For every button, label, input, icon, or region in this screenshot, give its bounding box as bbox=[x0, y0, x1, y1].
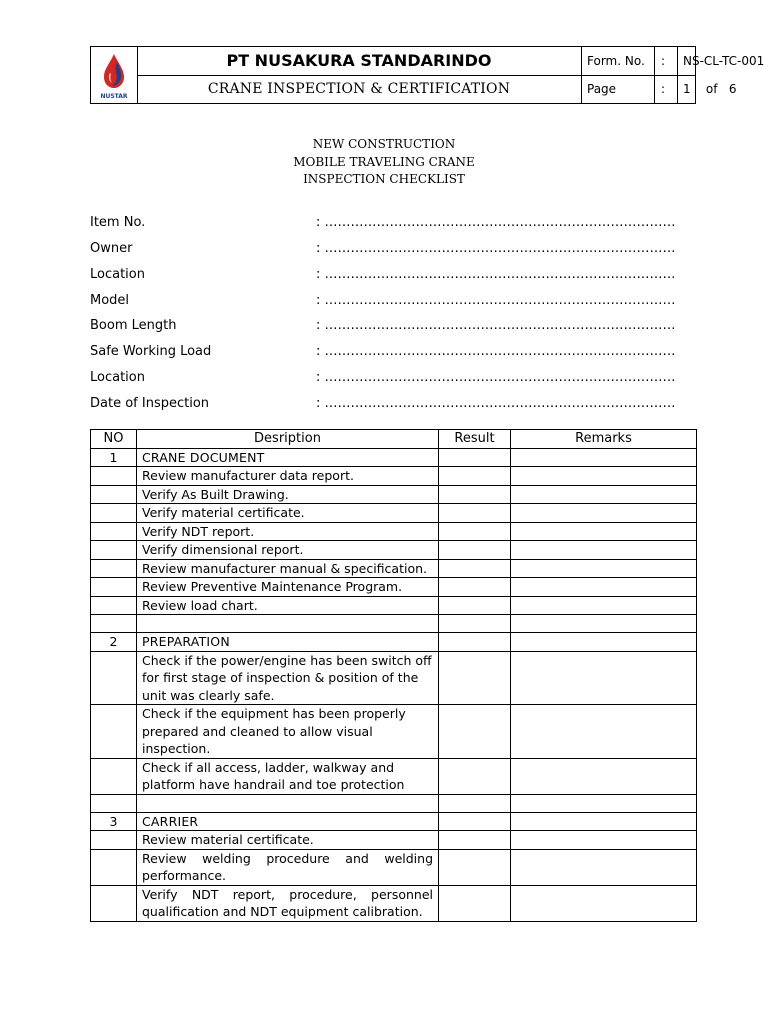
row-remarks-cell[interactable] bbox=[511, 849, 697, 885]
row-number bbox=[91, 522, 137, 541]
row-number bbox=[91, 794, 137, 812]
row-number: 3 bbox=[91, 812, 137, 831]
row-number bbox=[91, 541, 137, 560]
field-value-date-of-inspection[interactable]: : ……………………………………………………………………… bbox=[316, 396, 676, 411]
row-result-cell[interactable] bbox=[439, 504, 511, 523]
title-line-2: MOBILE TRAVELING CRANE bbox=[293, 155, 475, 169]
row-description: Review manufacturer manual & specification. bbox=[137, 559, 439, 578]
row-result-cell[interactable] bbox=[439, 758, 511, 794]
row-description: Verify NDT report, procedure, personnel qualification and NDT equipment calibration. bbox=[137, 885, 439, 921]
row-result-cell[interactable] bbox=[439, 633, 511, 652]
field-value-model[interactable]: : ……………………………………………………………………… bbox=[316, 293, 676, 308]
row-number bbox=[91, 651, 137, 705]
row-description: CARRIER bbox=[137, 812, 439, 831]
field-label-location: Location bbox=[90, 267, 145, 282]
row-result-cell[interactable] bbox=[439, 522, 511, 541]
row-remarks-cell[interactable] bbox=[511, 485, 697, 504]
row-remarks-cell[interactable] bbox=[511, 831, 697, 850]
header-description: Desription bbox=[137, 430, 439, 449]
logo-text: NUSTAR bbox=[100, 93, 128, 100]
row-number bbox=[91, 885, 137, 921]
row-description: CRANE DOCUMENT bbox=[137, 448, 439, 467]
table-body bbox=[91, 448, 697, 921]
row-result-cell[interactable] bbox=[439, 885, 511, 921]
nustar-logo bbox=[91, 47, 137, 103]
table-row bbox=[91, 794, 697, 812]
field-label-boom-length: Boom Length bbox=[90, 318, 177, 333]
row-number bbox=[91, 849, 137, 885]
field-label-item-no: Item No. bbox=[90, 215, 146, 230]
row-number bbox=[91, 596, 137, 615]
page-value: 1 of 6 bbox=[683, 82, 737, 96]
table-row bbox=[91, 596, 697, 615]
field-value-boom-length[interactable]: : ……………………………………………………………………… bbox=[316, 318, 676, 333]
row-remarks-cell[interactable] bbox=[511, 559, 697, 578]
field-value-location[interactable]: : ……………………………………………………………………… bbox=[316, 267, 676, 282]
row-remarks-cell[interactable] bbox=[511, 615, 697, 633]
row-remarks-cell[interactable] bbox=[511, 522, 697, 541]
row-number: 1 bbox=[91, 448, 137, 467]
row-description bbox=[137, 615, 439, 633]
row-number bbox=[91, 578, 137, 597]
row-number bbox=[91, 504, 137, 523]
row-result-cell[interactable] bbox=[439, 559, 511, 578]
form-number-value: NS-CL-TC-001 bbox=[683, 54, 765, 68]
section-row bbox=[91, 812, 697, 831]
field-label-date-of-inspection: Date of Inspection bbox=[90, 396, 210, 411]
row-result-cell[interactable] bbox=[439, 485, 511, 504]
table-row bbox=[91, 885, 697, 921]
row-description: PREPARATION bbox=[137, 633, 439, 652]
row-remarks-cell[interactable] bbox=[511, 541, 697, 560]
table-row bbox=[91, 831, 697, 850]
row-remarks-cell[interactable] bbox=[511, 651, 697, 705]
row-remarks-cell[interactable] bbox=[511, 885, 697, 921]
title-line-1: NEW CONSTRUCTION bbox=[312, 137, 456, 151]
field-value-item-no[interactable]: : ……………………………………………………………………… bbox=[316, 215, 676, 230]
form-number-label: Form. No. bbox=[587, 54, 645, 68]
row-result-cell[interactable] bbox=[439, 651, 511, 705]
inspection-checklist-table bbox=[90, 429, 697, 922]
row-description: Review manufacturer data report. bbox=[137, 467, 439, 486]
row-number bbox=[91, 758, 137, 794]
row-number bbox=[91, 615, 137, 633]
row-description: Verify dimensional report. bbox=[137, 541, 439, 560]
row-remarks-cell[interactable] bbox=[511, 596, 697, 615]
table-row bbox=[91, 467, 697, 486]
row-description: Review Preventive Maintenance Program. bbox=[137, 578, 439, 597]
row-result-cell[interactable] bbox=[439, 467, 511, 486]
row-result-cell[interactable] bbox=[439, 831, 511, 850]
row-remarks-cell[interactable] bbox=[511, 467, 697, 486]
row-description: Review load chart. bbox=[137, 596, 439, 615]
table-row bbox=[91, 705, 697, 759]
row-result-cell[interactable] bbox=[439, 615, 511, 633]
company-name: PT NUSAKURA STANDARINDO bbox=[226, 51, 492, 70]
document-header bbox=[90, 46, 765, 104]
field-label-owner: Owner bbox=[90, 241, 133, 256]
row-result-cell[interactable] bbox=[439, 448, 511, 467]
section-row bbox=[91, 633, 697, 652]
field-label-safe-working-load: Safe Working Load bbox=[90, 344, 212, 359]
row-remarks-cell[interactable] bbox=[511, 812, 697, 831]
flame-drop-icon bbox=[91, 47, 137, 103]
row-number bbox=[91, 485, 137, 504]
row-description: Verify NDT report. bbox=[137, 522, 439, 541]
row-remarks-cell[interactable] bbox=[511, 705, 697, 759]
row-result-cell[interactable] bbox=[439, 705, 511, 759]
table-row bbox=[91, 651, 697, 705]
document-subtitle: CRANE INSPECTION & CERTIFICATION bbox=[207, 81, 511, 97]
form-number-colon: : bbox=[661, 54, 666, 68]
row-description: Review welding procedure and welding performance. bbox=[137, 849, 439, 885]
row-result-cell[interactable] bbox=[439, 794, 511, 812]
section-row bbox=[91, 448, 697, 467]
table-row bbox=[91, 559, 697, 578]
field-value-location-2[interactable]: : ……………………………………………………………………… bbox=[316, 370, 676, 385]
table-row bbox=[91, 541, 697, 560]
field-value-owner[interactable]: : ……………………………………………………………………… bbox=[316, 241, 676, 256]
row-number bbox=[91, 831, 137, 850]
page-label: Page bbox=[587, 82, 617, 96]
row-remarks-cell[interactable] bbox=[511, 504, 697, 523]
row-remarks-cell[interactable] bbox=[511, 758, 697, 794]
page-colon: : bbox=[661, 82, 666, 96]
row-remarks-cell[interactable] bbox=[511, 448, 697, 467]
row-remarks-cell[interactable] bbox=[511, 794, 697, 812]
row-result-cell[interactable] bbox=[439, 596, 511, 615]
row-remarks-cell[interactable] bbox=[511, 633, 697, 652]
table-row bbox=[91, 578, 697, 597]
field-label-model: Model bbox=[90, 293, 130, 308]
header-remarks: Remarks bbox=[511, 430, 697, 449]
table-row bbox=[91, 849, 697, 885]
title-line-3: INSPECTION CHECKLIST bbox=[303, 172, 465, 186]
row-result-cell[interactable] bbox=[439, 578, 511, 597]
row-number bbox=[91, 467, 137, 486]
table-header-row bbox=[91, 430, 697, 449]
row-result-cell[interactable] bbox=[439, 849, 511, 885]
row-result-cell[interactable] bbox=[439, 812, 511, 831]
row-remarks-cell[interactable] bbox=[511, 578, 697, 597]
row-description: Verify material certificate. bbox=[137, 504, 439, 523]
table-row bbox=[91, 758, 697, 794]
row-description: Check if the equipment has been properly prepared and cleaned to allow visual inspection. bbox=[137, 705, 439, 759]
row-description: Review material certificate. bbox=[137, 831, 439, 850]
row-description: Verify As Built Drawing. bbox=[137, 485, 439, 504]
row-description: Check if the power/engine has been switch off for first stage of inspection & position of the unit was clearly safe. bbox=[137, 651, 439, 705]
table-row bbox=[91, 485, 697, 504]
table-row bbox=[91, 522, 697, 541]
row-description: Check if all access, ladder, walkway and platform have handrail and toe protection bbox=[137, 758, 439, 794]
row-number: 2 bbox=[91, 633, 137, 652]
row-number bbox=[91, 705, 137, 759]
table-row bbox=[91, 504, 697, 523]
row-result-cell[interactable] bbox=[439, 541, 511, 560]
header-no: NO bbox=[91, 430, 137, 449]
row-description bbox=[137, 794, 439, 812]
field-label-location-2: Location bbox=[90, 370, 145, 385]
header-result: Result bbox=[439, 430, 511, 449]
field-value-safe-working-load[interactable]: : ……………………………………………………………………… bbox=[316, 344, 676, 359]
row-number bbox=[91, 559, 137, 578]
table-row bbox=[91, 615, 697, 633]
